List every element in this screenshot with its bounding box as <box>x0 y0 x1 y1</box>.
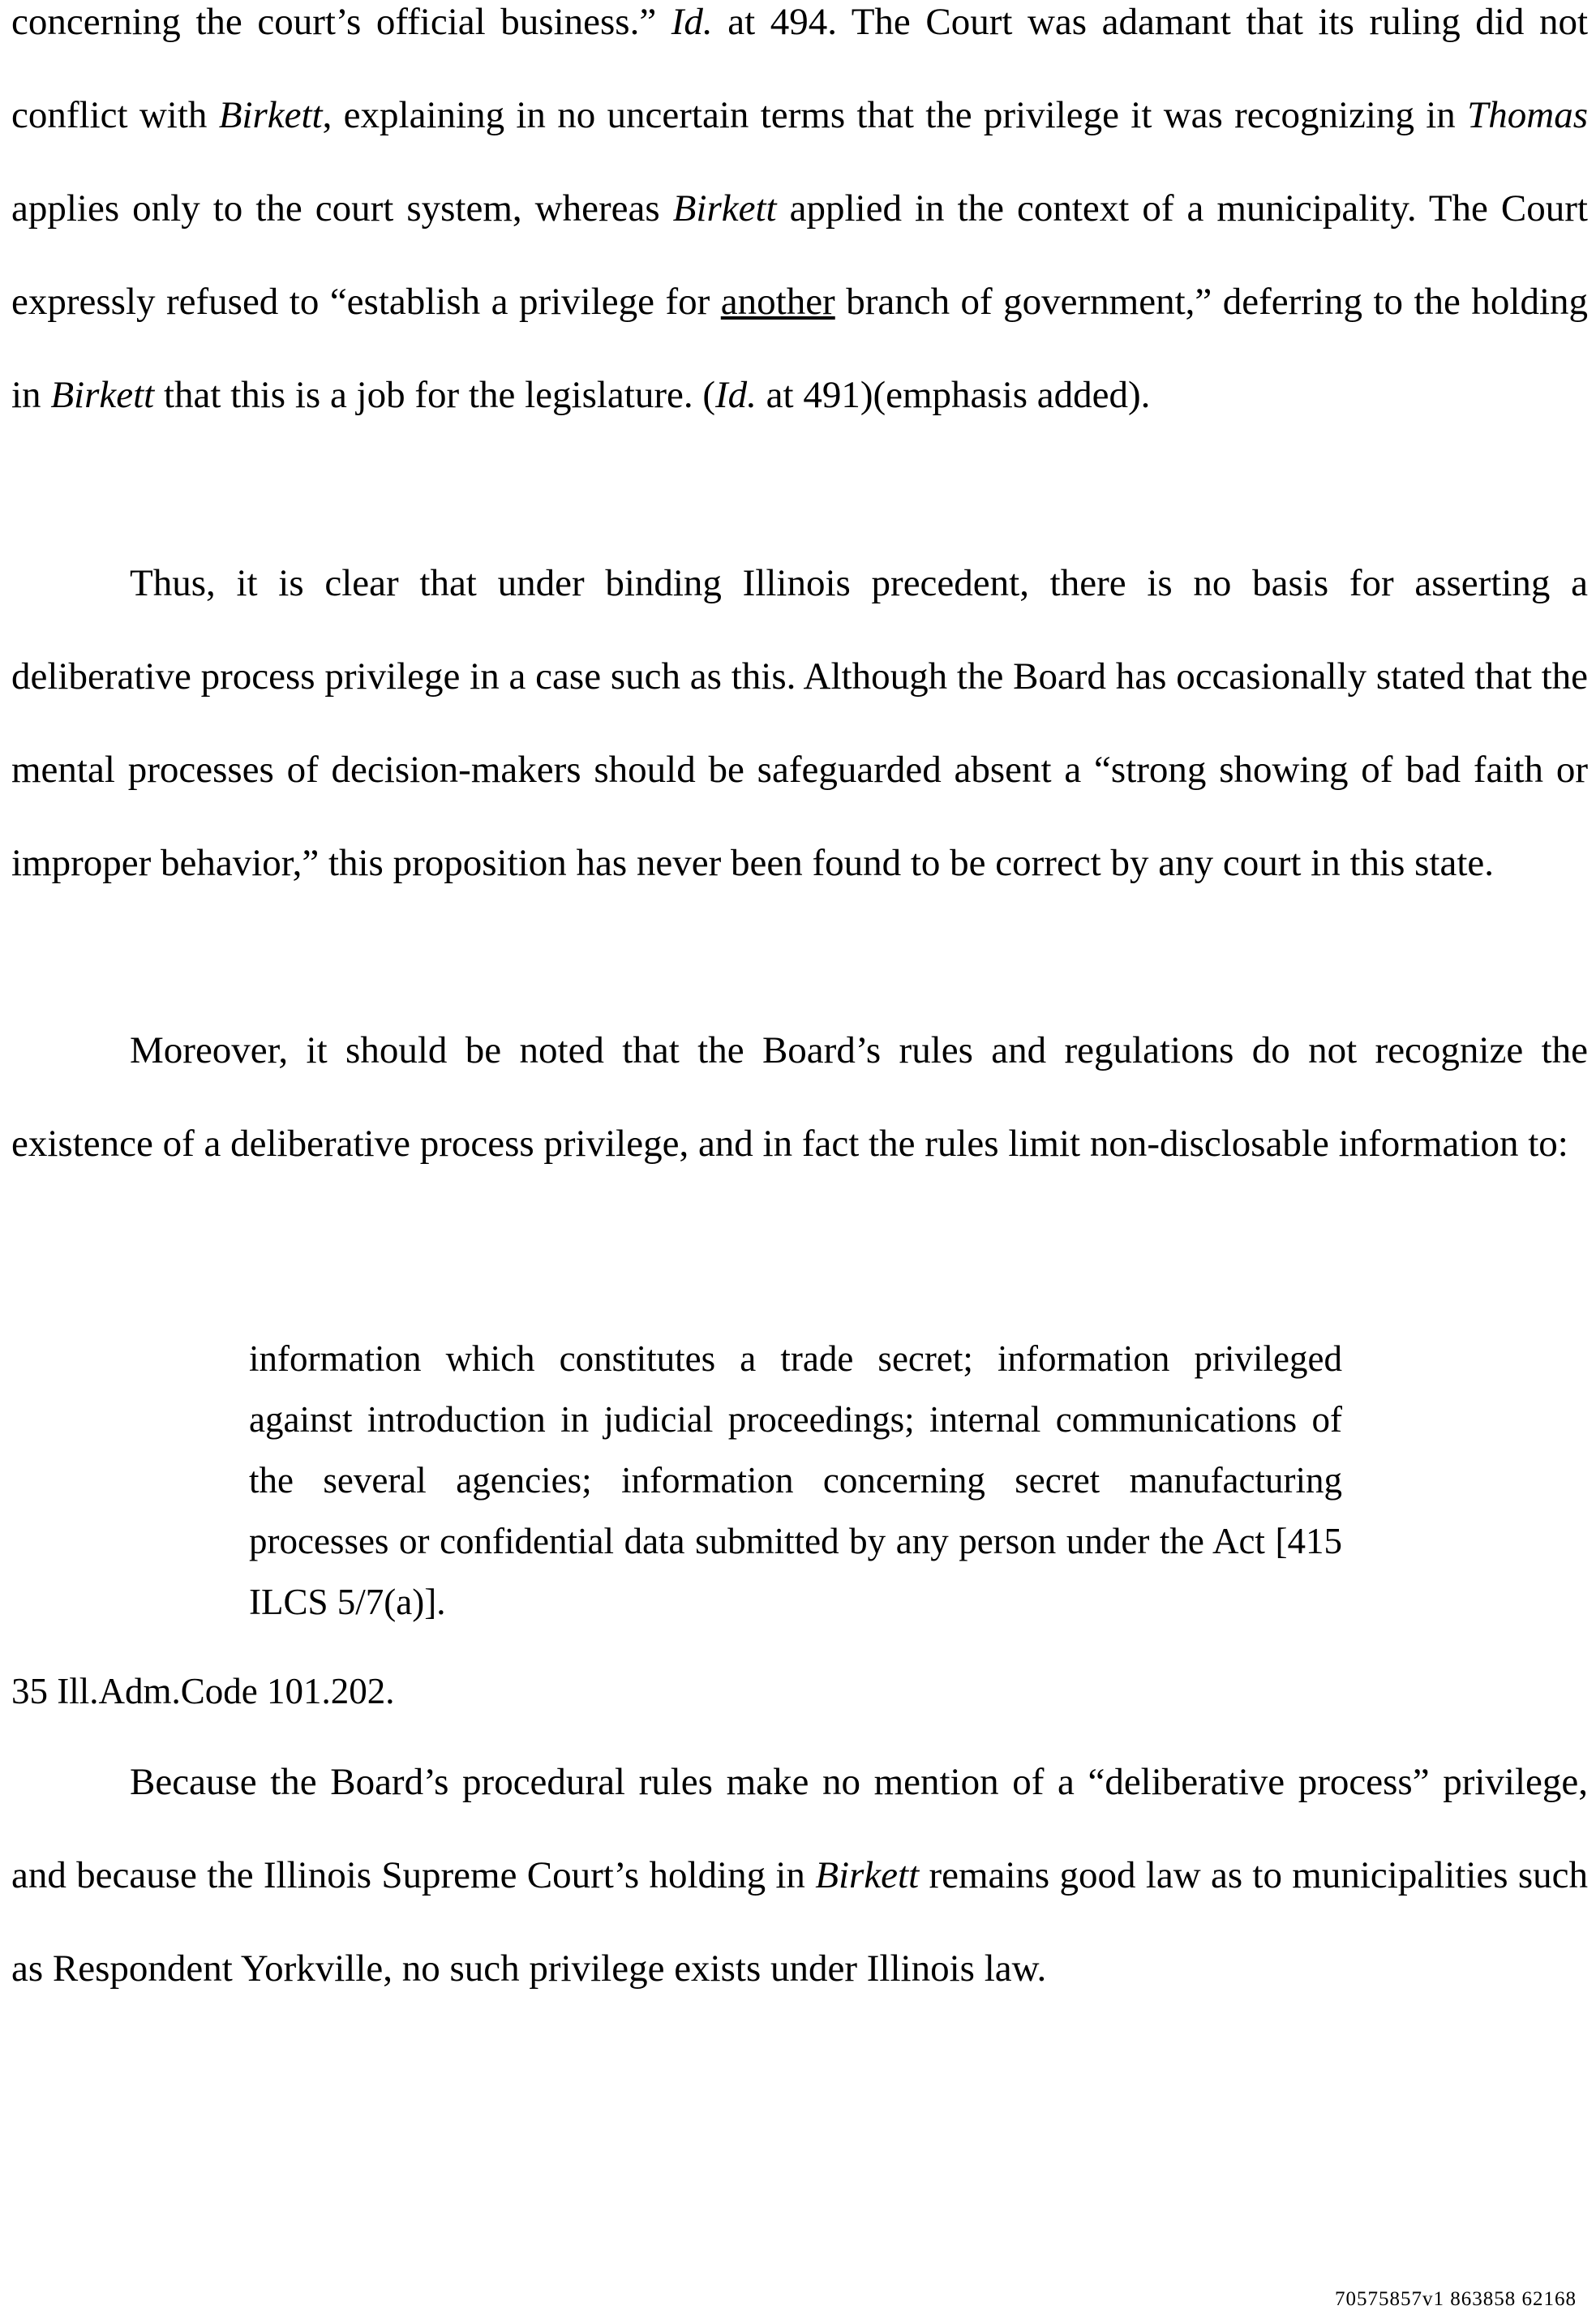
underlined-word: another <box>720 281 835 323</box>
block-quote: information which constitutes a trade secret; information privileged against introduction in judicial proceedings; internal communications of the several agencies; information concerning secret manufacturing processes or confidential data submitted by any person under the Act [415 ILCS 5/7(a)]. <box>249 1338 1342 1622</box>
case-name-birkett: Birkett <box>815 1854 920 1896</box>
paragraph-conclusion <box>11 1736 1588 2016</box>
code-citation: 35 Ill.Adm.Code 101.202. <box>11 1671 395 1711</box>
case-name-thomas: Thomas <box>1467 94 1588 136</box>
paragraph-no-basis: Thus, it is clear that under binding Illinois precedent, there is no basis for asserting a deliberative process privilege in a case such as this. Although the Board has occasionally stated that the mental processes of decision-makers should be safeguarded absent a “strong showing of bad faith or improper behavior,” this proposition has never been found to be correct by any court in this state. <box>11 562 1588 884</box>
text-run: Because the Board’s procedural rules make no mention of a “deliberative process” privilege, and because the Illinois Supreme Court’s holding in <box>11 1761 1588 1896</box>
citation-id: Id. <box>671 1 713 43</box>
paragraph-board-rules: Moreover, it should be noted that the Board’s rules and regulations do not recognize the existence of a deliberative process privilege, and in fact the rules limit non-disclosable information to: <box>11 1029 1588 1165</box>
text-run: at 491)(emphasis added). <box>756 374 1151 416</box>
text-run: branch of government,” deferring to the holding in <box>11 281 1589 416</box>
text-run: applies only to the court system, whereas <box>11 187 673 230</box>
text-run: at 494. The Court was adamant that its ruling did not conflict with <box>11 1 1588 136</box>
text-run: applied in the context of a municipality. The Court expressly refused to “establish a privilege for <box>11 187 1588 323</box>
paragraph-continuation <box>11 0 1588 442</box>
citation-id: Id. <box>715 374 757 416</box>
case-name-birkett: Birkett <box>672 187 777 230</box>
case-name-birkett: Birkett <box>50 374 155 416</box>
text-run: , explaining in no uncertain terms that the privilege it was recognizing in <box>322 94 1468 136</box>
document-id-footer: 70575857v1 863858 62168 <box>1335 2288 1577 2310</box>
text-run: concerning the court’s official business.” <box>11 1 671 43</box>
text-run: remains good law as to municipalities such as Respondent Yorkville, no such privilege exists under Illinois law. <box>11 1854 1589 1990</box>
text-run: that this is a job for the legislature. ( <box>154 374 715 416</box>
case-name-birkett: Birkett <box>218 94 323 136</box>
